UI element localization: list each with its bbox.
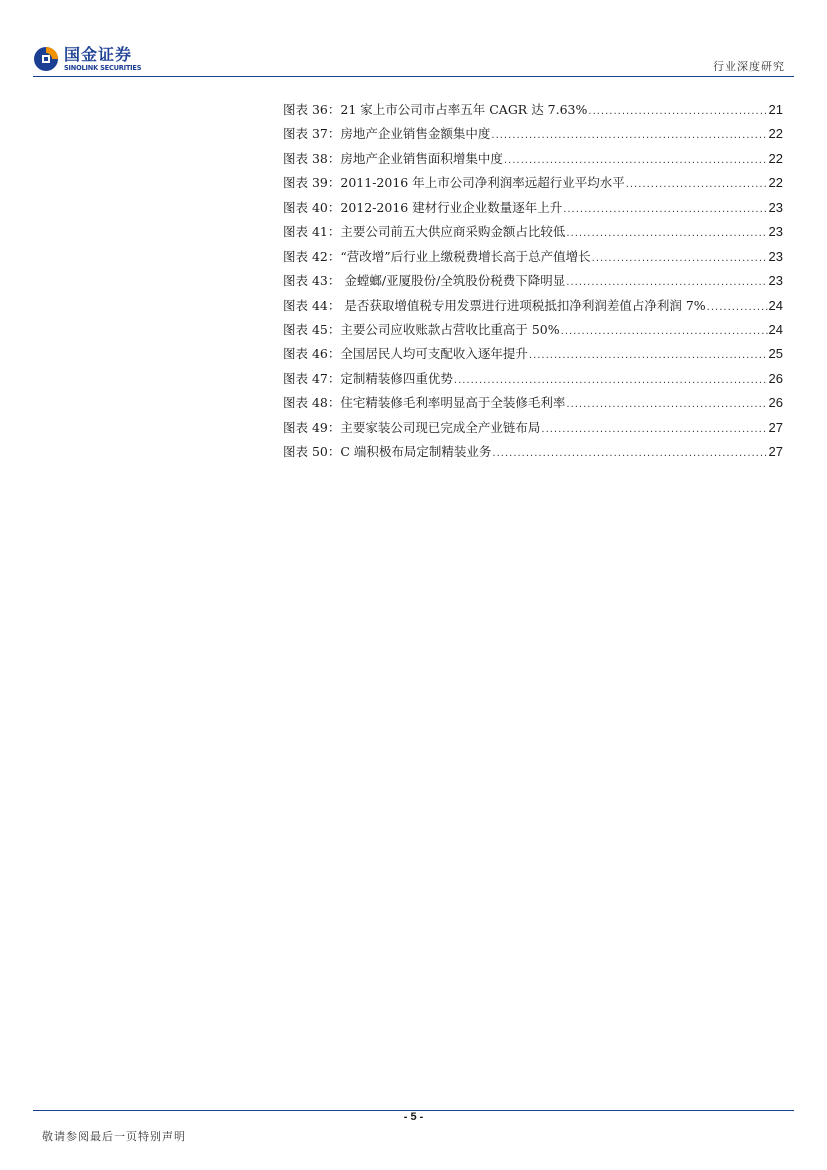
toc-entry-page: 23 — [768, 273, 783, 289]
toc-leader-dots — [592, 247, 768, 271]
page-number: - 5 - — [403, 1111, 424, 1123]
toc-entry-page: 22 — [768, 175, 783, 191]
logo-english-name: SINOLINK SECURITIES — [64, 64, 142, 72]
toc-leader-dots — [626, 173, 768, 197]
toc-entry-label: 图表 36：21 家上市公司市占率五年 CAGR 达 7.63% — [283, 102, 588, 117]
toc-leader-dots — [588, 100, 767, 124]
toc-leader-dots — [707, 296, 768, 320]
header-divider — [33, 76, 794, 77]
toc-entry-label: 图表 46：全国居民人均可支配收入逐年提升 — [283, 346, 528, 362]
toc-entry[interactable] — [283, 416, 783, 440]
toc-leader-dots — [492, 442, 767, 466]
toc-leader-dots — [566, 393, 767, 417]
toc-entry-page: 22 — [768, 126, 783, 142]
toc-leader-dots — [491, 124, 767, 148]
toc-entry-page: 25 — [768, 346, 783, 362]
toc-leader-dots — [504, 149, 768, 173]
toc-entry-label: 图表 38：房地产企业销售面积增集中度 — [283, 150, 503, 166]
toc-entry[interactable] — [283, 98, 783, 122]
toc-entry-label: 图表 49：主要家装公司现已完成全产业链布局 — [283, 419, 541, 435]
toc-entry-label: 图表 40：2012-2016 建材行业企业数量逐年上升 — [283, 199, 563, 215]
toc-entry-label: 图表 45：主要公司应收账款占营收比重高于 50% — [283, 321, 560, 337]
toc-leader-dots — [529, 344, 768, 368]
disclaimer-text: 敬请参阅最后一页特别声明 — [42, 1130, 186, 1143]
toc-entry-page: 21 — [768, 102, 783, 117]
company-logo — [33, 46, 141, 72]
toc-entry-page: 22 — [768, 150, 783, 166]
toc-entry-page: 24 — [768, 321, 783, 337]
toc-entry-label: 图表 43： 金螳螂/亚厦股份/全筑股份税费下降明显 — [283, 273, 566, 289]
toc-entry[interactable] — [283, 220, 783, 244]
toc-leader-dots — [566, 222, 767, 246]
toc-entry[interactable] — [283, 245, 783, 269]
sinolink-logo-icon — [33, 46, 59, 72]
toc-entry-page: 26 — [768, 395, 783, 411]
toc-entry[interactable] — [283, 367, 783, 391]
toc-entry-page: 23 — [768, 248, 783, 264]
toc-entry[interactable] — [283, 318, 783, 342]
toc-entry-page: 27 — [768, 419, 783, 435]
toc-entry-page: 23 — [768, 224, 783, 240]
toc-leader-dots — [454, 369, 768, 393]
toc-entry[interactable] — [283, 196, 783, 220]
toc-leader-dots — [563, 198, 767, 222]
toc-entry-page: 23 — [768, 199, 783, 215]
toc-entry[interactable] — [283, 294, 783, 318]
toc-entry-label: 图表 39：2011-2016 年上市公司净利润率远超行业平均水平 — [283, 175, 625, 191]
toc-leader-dots — [541, 418, 767, 442]
toc-entry-label: 图表 47：定制精装修四重优势 — [283, 370, 453, 386]
toc-entry[interactable] — [283, 147, 783, 171]
toc-entry-label: 图表 48：住宅精装修毛利率明显高于全装修毛利率 — [283, 395, 566, 411]
toc-entry[interactable] — [283, 171, 783, 195]
toc-entry-page: 27 — [768, 444, 783, 460]
toc-entry[interactable] — [283, 391, 783, 415]
figure-list — [283, 98, 783, 465]
toc-entry[interactable] — [283, 342, 783, 366]
toc-entry-page: 26 — [768, 370, 783, 386]
toc-leader-dots — [561, 320, 768, 344]
toc-leader-dots — [566, 271, 767, 295]
toc-entry[interactable] — [283, 269, 783, 293]
toc-entry-label: 图表 50：C 端积极布局定制精装业务 — [283, 444, 492, 460]
toc-entry[interactable] — [283, 440, 783, 464]
toc-entry-page: 24 — [768, 297, 783, 313]
report-category: 行业深度研究 — [713, 60, 785, 73]
toc-entry-label: 图表 41：主要公司前五大供应商采购金额占比较低 — [283, 224, 566, 240]
toc-entry-label: 图表 44： 是否获取增值税专用发票进行进项税抵扣净利润差值占净利润 7% — [283, 297, 706, 313]
page-header — [0, 0, 827, 80]
toc-entry[interactable] — [283, 122, 783, 146]
toc-entry-label: 图表 42：“营改增”后行业上缴税费增长高于总产值增长 — [283, 248, 591, 264]
logo-chinese-name: 国金证券 — [64, 45, 133, 64]
toc-entry-label: 图表 37：房地产企业销售金额集中度 — [283, 126, 491, 142]
